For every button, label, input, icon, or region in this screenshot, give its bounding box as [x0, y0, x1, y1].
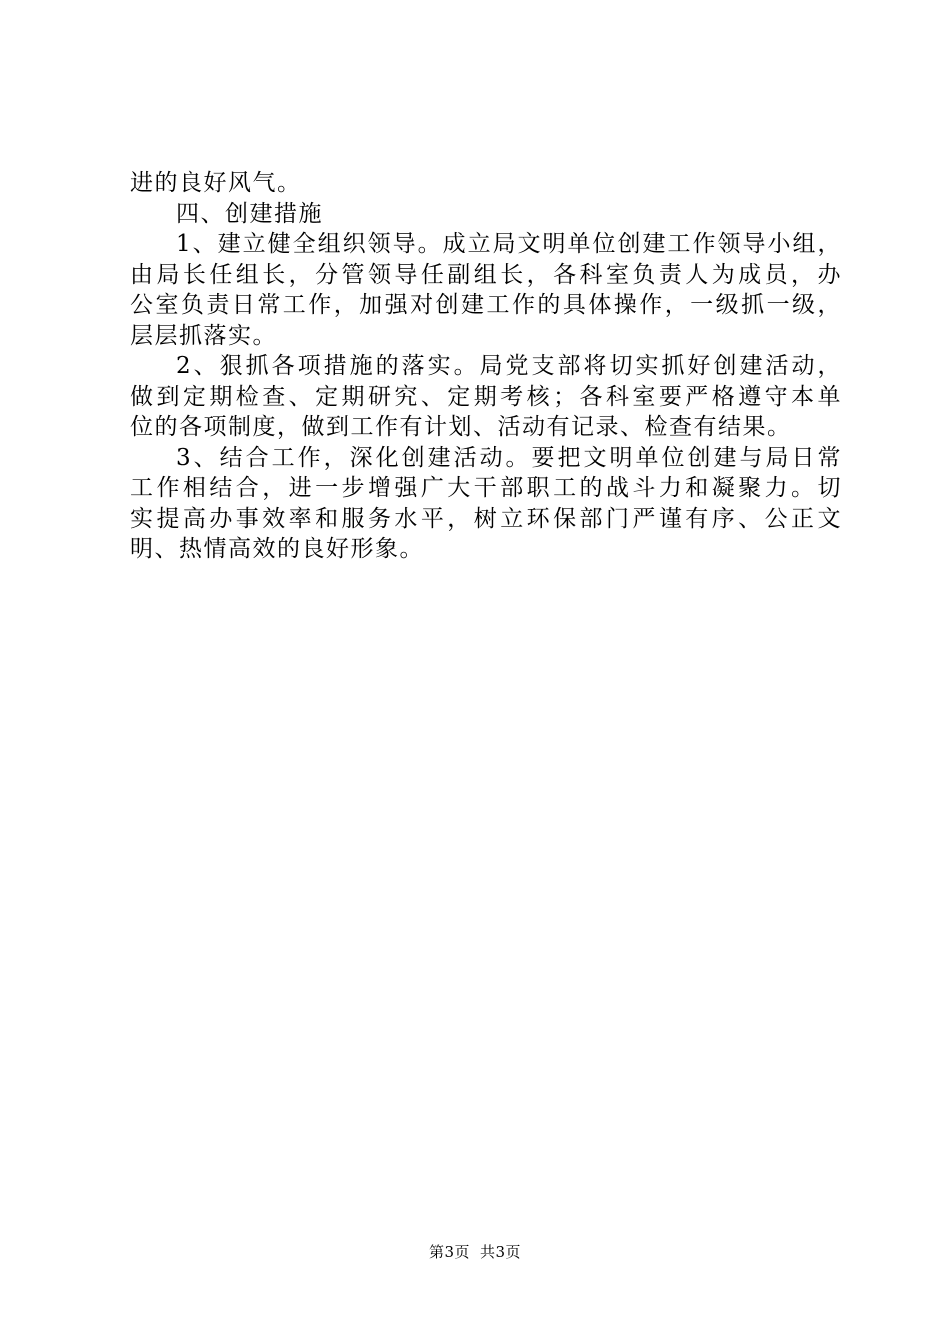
page-footer	[0, 1242, 950, 1262]
paragraph-3-line-2: 工作相结合，进一步增强广大干部职工的战斗力和凝聚力。切	[130, 475, 842, 501]
paragraph-2-line-3: 位的各项制度，做到工作有计划、活动有记录、检查有结果。	[130, 414, 792, 440]
section-heading: 四、创建措施	[176, 200, 323, 227]
paragraph-continuation-line: 进的良好风气。	[130, 170, 302, 196]
document-body	[130, 168, 842, 565]
page-total: 共3页	[480, 1243, 522, 1261]
paragraph-1-line-2: 由局长任组长，分管领导任副组长，各科室负责人为成员，办	[130, 261, 842, 288]
paragraph-3-line-4: 明、热情高效的良好形象。	[130, 536, 424, 562]
paragraph-2-line-2: 做到定期检查、定期研究、定期考核；各科室要严格遵守本单	[130, 383, 842, 410]
paragraph-1-line-3: 公室负责日常工作，加强对创建工作的具体操作，一级抓一级，	[130, 292, 842, 318]
paragraph-3-line-1: 3、结合工作，深化创建活动。要把文明单位创建与局日常	[176, 444, 842, 471]
paragraph-1-line-1: 1、建立健全组织领导。成立局文明单位创建工作领导小组，	[176, 231, 842, 257]
paragraph-1-line-4: 层层抓落实。	[130, 322, 277, 349]
paragraph-3-line-3: 实提高办事效率和服务水平，树立环保部门严谨有序、公正文	[130, 505, 842, 532]
paragraph-2-line-1: 2、狠抓各项措施的落实。局党支部将切实抓好创建活动，	[176, 353, 842, 379]
page-number: 第3页	[428, 1243, 470, 1261]
